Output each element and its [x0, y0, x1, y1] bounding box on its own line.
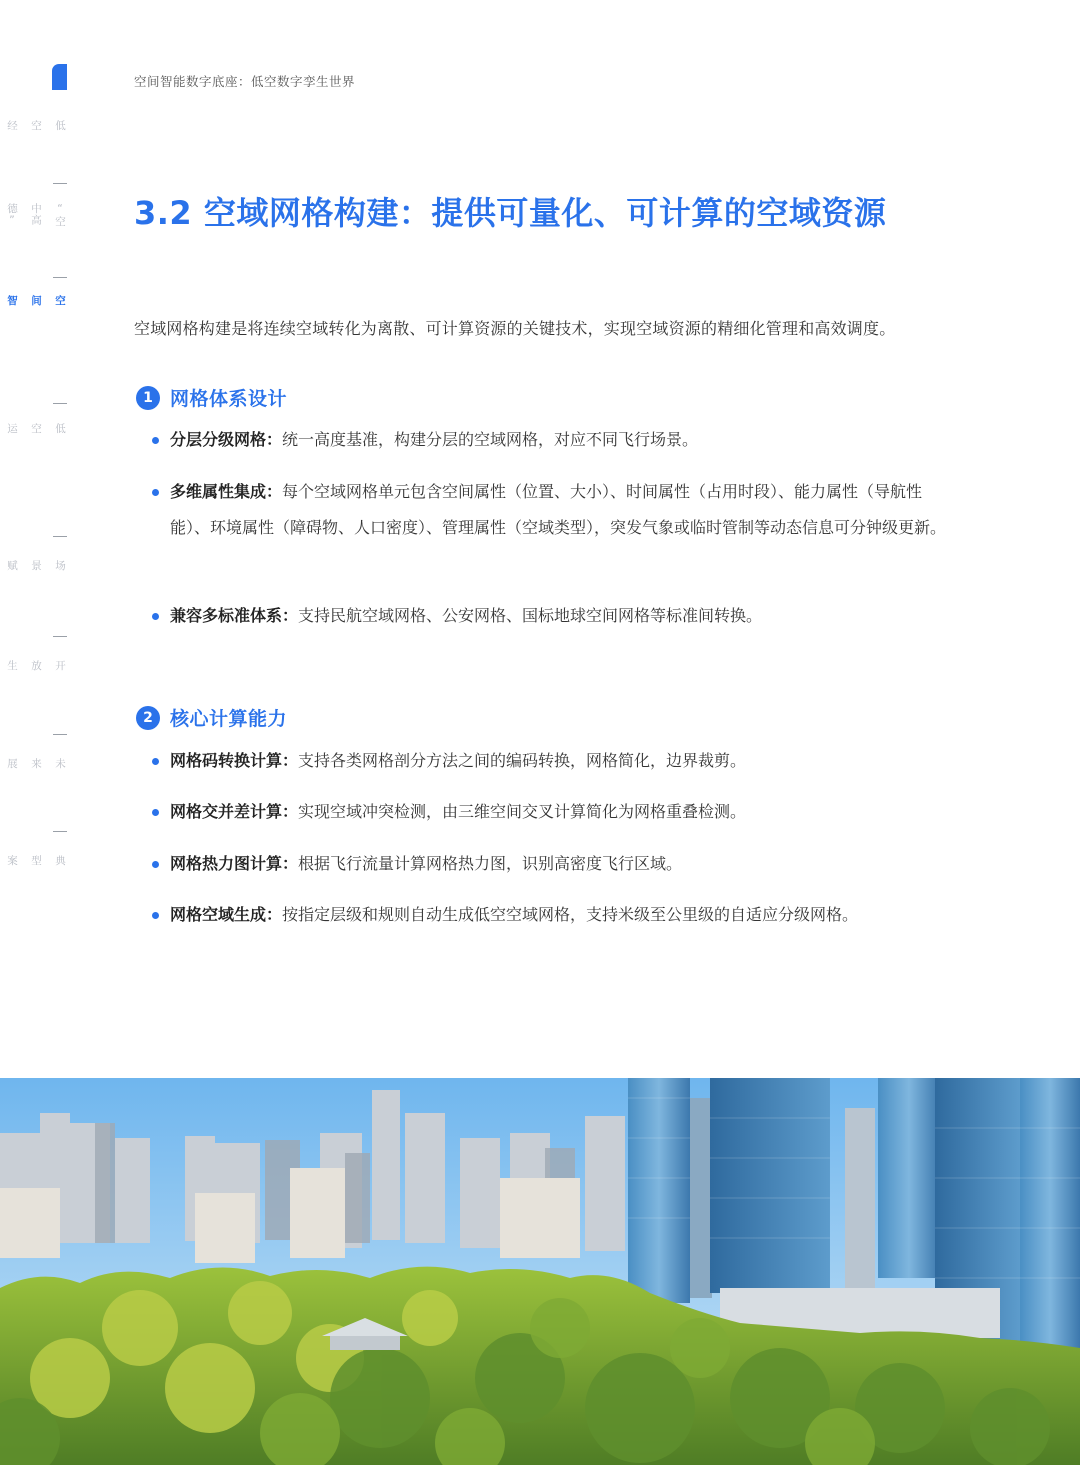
list-item-text: 支持各类网格剖分方法之间的编码转换，网格简化，边界裁剪。: [298, 751, 747, 770]
section-title: 3.2 空域网格构建：提供可量化、可计算的空域资源: [134, 194, 887, 232]
bullet-dot-icon: [152, 758, 159, 765]
side-nav-divider: [53, 734, 67, 735]
side-nav-divider: [53, 536, 67, 537]
side-nav-divider: [53, 636, 67, 637]
list-item-text: 实现空域冲突检测，由三维空间交叉计算简化为网格重叠检测。: [298, 802, 747, 821]
side-nav-divider: [53, 831, 67, 832]
city-skyline-photo: [0, 1078, 1080, 1465]
list-item: [152, 422, 952, 458]
bullet-dot-icon: [152, 613, 159, 620]
side-nav-item-open-ecosystem[interactable]: 开放生: [6, 660, 66, 672]
list-item-term: 网格交并差计算：: [170, 802, 299, 821]
list-item-text: 支持民航空域网格、公安网格、国标地球空间网格等标准间转换。: [298, 606, 763, 625]
subsection-heading-text: 网格体系设计: [170, 388, 288, 410]
side-nav-item-operation-platform[interactable]: 低空运: [6, 423, 66, 435]
list-item: [152, 743, 952, 779]
list-item: [152, 846, 952, 882]
list-item-term: 兼容多标准体系：: [170, 606, 299, 625]
list-item-text: 每个空域网格单元包含空间属性（位置、大小）、时间属性（占用时段）、能力属性（导航性能）、环境属性（障碍物、人口密度）、管理属性（空域类型），突发气象或临时管制等动态信息可分钟级更新。: [170, 482, 947, 537]
side-nav-item-spatial-data-base[interactable]: 空间智: [6, 295, 66, 307]
bullet-dot-icon: [152, 809, 159, 816]
list-item: [152, 474, 952, 546]
list-item-term: 网格热力图计算：: [170, 854, 299, 873]
side-nav-divider: [53, 403, 67, 404]
subsection-heading-core-computing: [136, 704, 287, 731]
number-badge: 1: [136, 386, 160, 410]
intro-paragraph: 空域网格构建是将连续空域转化为离散、可计算资源的关键技术，实现空域资源的精细化管理和高效调度。: [134, 319, 896, 338]
side-nav-item-low-altitude-economy[interactable]: 低空经: [6, 120, 66, 132]
side-nav-item-typical-cases[interactable]: 典型案: [6, 855, 66, 867]
list-item-text: 按指定层级和规则自动生成低空空域网格，支持米级至公里级的自适应分级网格。: [282, 905, 859, 924]
number-badge: 2: [136, 706, 160, 730]
list-item-text: 根据飞行流量计算网格热力图，识别高密度飞行区域。: [298, 854, 683, 873]
bullet-dot-icon: [152, 437, 159, 444]
corner-tab-marker: [52, 64, 67, 90]
bullet-dot-icon: [152, 489, 159, 496]
bullet-dot-icon: [152, 912, 159, 919]
list-item-term: 网格空域生成：: [170, 905, 283, 924]
list-item: [152, 897, 952, 933]
side-nav-item-future-outlook[interactable]: 未来展: [6, 758, 66, 770]
list-item-term: 分层分级网格：: [170, 430, 283, 449]
side-nav-item-scenario-enablement[interactable]: 场景赋: [6, 560, 66, 572]
side-nav-item-air-gaode[interactable]: “空中高德”: [6, 203, 66, 228]
running-header: 空间智能数字底座：低空数字孪生世界: [134, 74, 356, 89]
bullet-dot-icon: [152, 861, 159, 868]
list-item-term: 网格码转换计算：: [170, 751, 299, 770]
subsection-heading-text: 核心计算能力: [170, 708, 288, 730]
subsection-heading-grid-design: [136, 384, 287, 411]
list-item: [152, 598, 952, 634]
list-item: [152, 794, 952, 830]
list-item-term: 多维属性集成：: [170, 482, 283, 501]
side-nav-divider: [53, 183, 67, 184]
side-nav-divider: [53, 277, 67, 278]
list-item-text: 统一高度基准，构建分层的空域网格，对应不同飞行场景。: [282, 430, 699, 449]
